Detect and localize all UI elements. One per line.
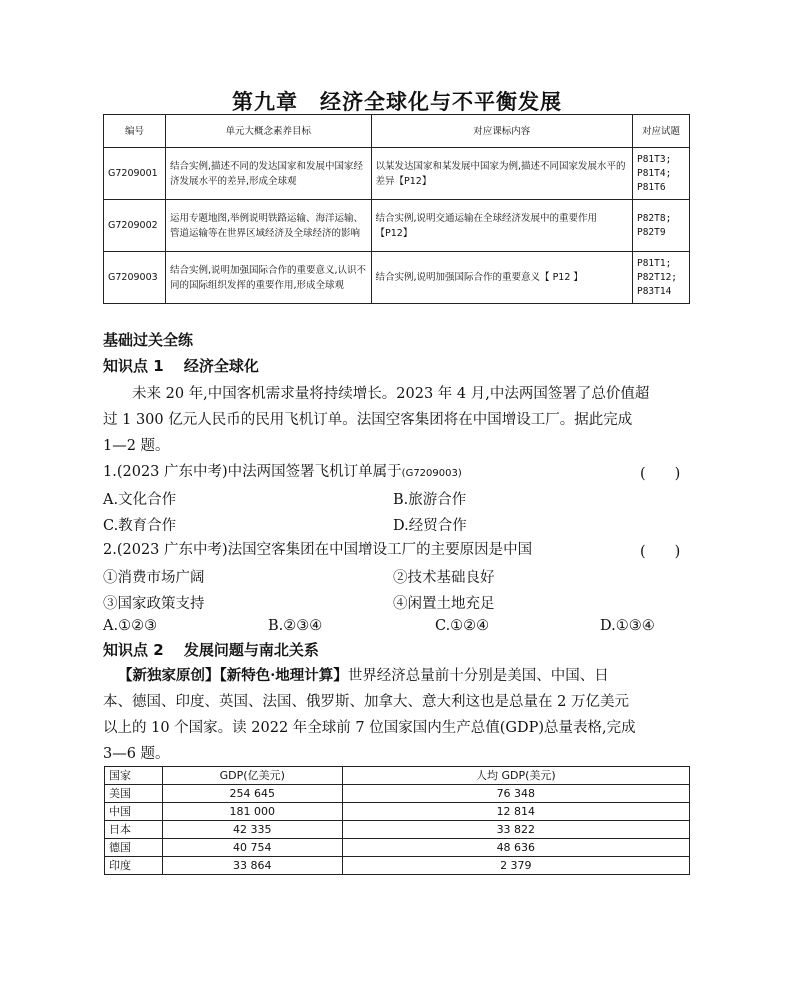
passage1-line: 未来 20 年,中国客机需求量将持续增长。2023 年 4 月,中法两国签署了总价值超 — [103, 386, 650, 402]
gdp-cell: 33 864 — [162, 857, 342, 875]
q1-option-b: B.旅游合作 — [393, 492, 467, 508]
header-problems: 对应试题 — [632, 115, 689, 148]
q2-option-d: D.①③④ — [600, 618, 655, 634]
gdp-per-capita-cell: 12 814 — [342, 803, 689, 821]
table-row — [104, 252, 690, 304]
gdp-cell: 181 000 — [162, 803, 342, 821]
row-code: G7209002 — [104, 200, 166, 252]
gdp-cell: 254 645 — [162, 785, 342, 803]
row-goal: 运用专题地图,举例说明铁路运输、海洋运输、管道运输等在世界区域经济及全球经济的影响 — [165, 200, 371, 252]
curriculum-header-row — [104, 115, 690, 148]
country-cell: 美国 — [105, 785, 163, 803]
row-problems: P82T8; P82T9 — [632, 200, 689, 252]
q2-option-c: C.①②④ — [435, 618, 490, 634]
q2-item-3: ③国家政策支持 — [103, 596, 205, 612]
tag-calculation: 【新特色·地理计算】 — [219, 667, 348, 684]
question-1-stem — [103, 462, 462, 484]
curriculum-table — [103, 114, 690, 304]
q1-option-c: C.教育合作 — [103, 518, 177, 534]
tag-original: 【新独家原创】 — [118, 667, 220, 684]
q2-item-4: ④闲置土地充足 — [393, 596, 495, 612]
gdp-per-capita-cell: 48 636 — [342, 839, 689, 857]
table-row — [105, 785, 690, 803]
q2-item-2: ②技术基础良好 — [393, 570, 495, 586]
header-standard: 对应课标内容 — [371, 115, 632, 148]
knowledge-point-1: 知识点 1 经济全球化 — [103, 357, 259, 375]
row-goal: 结合实例,说明加强国际合作的重要意义,认识不同的国际组织发挥的重要作用,形成全球观 — [165, 252, 371, 304]
country-cell: 德国 — [105, 839, 163, 857]
row-code: G7209001 — [104, 148, 166, 200]
q2-option-b: B.②③④ — [268, 618, 323, 634]
question-1-text: 1.(2023 广东中考)中法两国签署飞机订单属于 — [103, 464, 402, 480]
gdp-per-capita-cell: 33 822 — [342, 821, 689, 839]
q2-option-a: A.①②③ — [103, 618, 158, 634]
gdp-table — [104, 766, 690, 875]
table-row — [104, 148, 690, 200]
passage2-line: 以上的 10 个国家。读 2022 年全球前 7 位国家国内生产总值(GDP)总量表格,完成 — [103, 720, 636, 736]
gdp-cell: 42 335 — [162, 821, 342, 839]
header-goal: 单元大概念素养目标 — [165, 115, 371, 148]
row-standard: 结合实例,说明加强国际合作的重要意义【 P12 】 — [371, 252, 632, 304]
passage2-text: 世界经济总量前十分别是美国、中国、日 — [347, 668, 609, 684]
header-gdp: GDP(亿美元) — [162, 767, 342, 785]
section-heading: 基础过关全练 — [103, 331, 194, 349]
gdp-per-capita-cell: 76 348 — [342, 785, 689, 803]
gdp-header-row — [105, 767, 690, 785]
row-code: G7209003 — [104, 252, 166, 304]
passage2-line: 本、德国、印度、英国、法国、俄罗斯、加拿大、意大利这也是总量在 2 万亿美元 — [103, 694, 629, 710]
table-row — [105, 839, 690, 857]
passage2-line — [118, 666, 609, 686]
header-country: 国家 — [105, 767, 163, 785]
knowledge-point-2: 知识点 2 发展问题与南北关系 — [103, 641, 319, 659]
gdp-per-capita-cell: 2 379 — [342, 857, 689, 875]
chapter-title: 第九章 经济全球化与不平衡发展 — [232, 90, 562, 114]
table-row — [104, 200, 690, 252]
country-cell: 中国 — [105, 803, 163, 821]
passage1-line: 过 1 300 亿元人民币的民用飞机订单。法国空客集团将在中国增设工厂。据此完成 — [103, 412, 633, 428]
q2-item-1: ①消费市场广阔 — [103, 570, 205, 586]
question-2-stem: 2.(2023 广东中考)法国空客集团在中国增设工厂的主要原因是中国 — [103, 542, 533, 558]
q1-option-d: D.经贸合作 — [393, 518, 467, 534]
header-code: 编号 — [104, 115, 166, 148]
row-goal: 结合实例,描述不同的发达国家和发展中国家经济发展水平的差异,形成全球观 — [165, 148, 371, 200]
table-row — [105, 857, 690, 875]
table-row — [105, 803, 690, 821]
question-1-source: (G7209003) — [401, 468, 462, 479]
row-problems: P81T1; P82T12; P83T14 — [632, 252, 689, 304]
table-row — [105, 821, 690, 839]
passage2-line: 3—6 题。 — [103, 746, 170, 762]
country-cell: 日本 — [105, 821, 163, 839]
row-problems: P81T3; P81T4; P81T6 — [632, 148, 689, 200]
header-gdp-per-capita: 人均 GDP(美元) — [342, 767, 689, 785]
q1-option-a: A.文化合作 — [103, 492, 177, 508]
row-standard: 结合实例,说明交通运输在全球经济发展中的重要作用【P12】 — [371, 200, 632, 252]
country-cell: 印度 — [105, 857, 163, 875]
passage1-line: 1—2 题。 — [103, 438, 170, 454]
answer-paren-1: ( ) — [640, 466, 681, 482]
row-standard: 以某发达国家和某发展中国家为例,描述不同国家发展水平的差异【P12】 — [371, 148, 632, 200]
gdp-cell: 40 754 — [162, 839, 342, 857]
answer-paren-2: ( ) — [640, 544, 681, 560]
